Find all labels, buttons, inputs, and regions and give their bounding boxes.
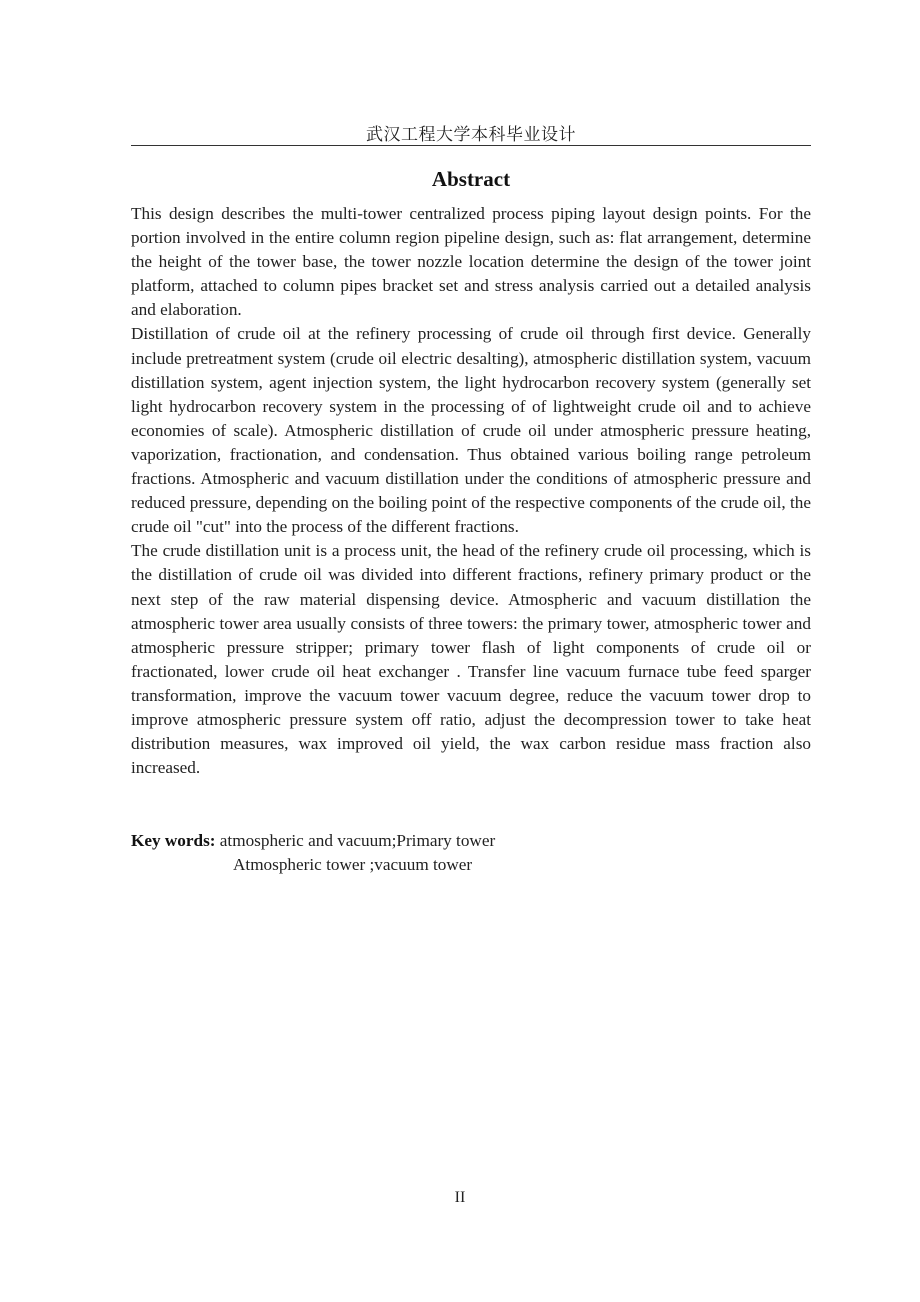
abstract-body <box>131 202 811 780</box>
abstract-title: Abstract <box>431 167 511 191</box>
keywords-label: Key words: <box>131 831 216 850</box>
running-header: 武汉工程大学本科毕业设计 <box>366 125 576 145</box>
keywords-text-1: atmospheric and vacuum;Primary tower <box>219 831 496 850</box>
page-number: II <box>454 1189 466 1206</box>
header-rule <box>131 145 811 146</box>
keywords-text-2: Atmospheric tower ;vacuum tower <box>233 855 473 874</box>
keywords-block <box>131 829 811 877</box>
keywords-line-1 <box>131 829 811 853</box>
abstract-paragraph-3: The crude distillation unit is a process unit, the head of the refinery crude oil processing, which is the distillation of crude oil was divided into different fractions, refinery primary product or the next step of the raw material dispensing device. Atmospheric and vacuum distillation the atmospheric tower area usually consists of three towers: the primary tower, atmospheric tower and atmospheric pressure stripper; primary tower flash of light components of crude oil or fractionated, lower crude oil heat exchanger . Transfer line vacuum furnace tube feed sparger transformation, improve the vacuum tower vacuum degree, reduce the vacuum tower drop to improve atmospheric pressure system off ratio, adjust the decompression tower to take heat distribution measures, wax improved oil yield, the wax carbon residue mass fraction also increased. <box>131 541 811 778</box>
keywords-line-2 <box>131 853 811 877</box>
abstract-paragraph-1: This design describes the multi-tower centralized process piping layout design points. For the portion involved in the entire column region pipeline design, such as: flat arrangement, determine the height of the tower base, the tower nozzle location determine the design of the tower joint platform, attached to column pipes bracket set and stress analysis carried out a detailed analysis and elaboration. <box>131 204 811 320</box>
abstract-paragraph-2: Distillation of crude oil at the refinery processing of crude oil through first device. Generally include pretreatment system (crude oil electric desalting), atmospheric distillation system, vacuum distillation system, agent injection system, the light hydrocarbon recovery system (generally set light hydrocarbon recovery system in the processing of of lightweight crude oil and to achieve economies of scale). Atmospheric distillation of crude oil under atmospheric pressure heating, vaporization, fractionation, and condensation. Thus obtained various boiling range petroleum fractions. Atmospheric and vacuum distillation under the conditions of atmospheric pressure and reduced pressure, depending on the boiling point of the respective components of the crude oil, the crude oil "cut" into the process of the different fractions. <box>131 324 811 537</box>
